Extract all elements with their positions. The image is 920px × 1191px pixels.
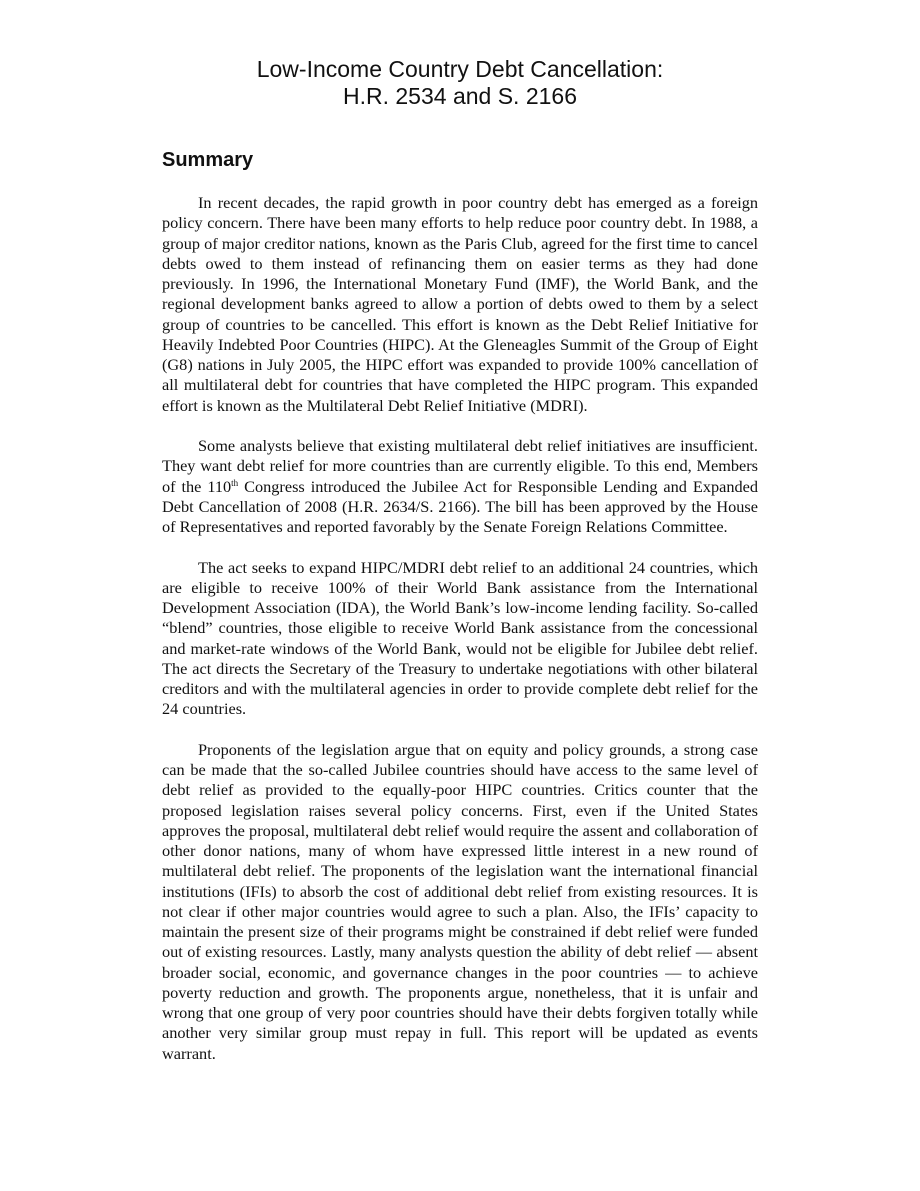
title-line-1: Low-Income Country Debt Cancellation:	[256, 56, 664, 82]
title-line-2: H.R. 2534 and S. 2166	[343, 83, 577, 109]
paragraph-2	[162, 436, 758, 537]
paragraph-1: In recent decades, the rapid growth in poor country debt has emerged as a foreign policy concern. There have been many efforts to help reduce poor country debt. In 1988, a group of major creditor nations, known as the Paris Club, agreed for the first time to cancel debts owed to them instead of refinancing them on easier terms as they had done previously. In 1996, the International Monetary Fund (IMF), the World Bank, and the regional development banks agreed to allow a portion of debts owed to them by a select group of countries to be cancelled. This effort is known as the Debt Relief Initiative for Heavily Indebted Poor Countries (HIPC). At the Gleneagles Summit of the Group of Eight (G8) nations in July 2005, the HIPC effort was expanded to provide 100% cancellation of all multilateral debt for countries that have completed the HIPC program. This expanded effort is known as the Multilateral Debt Relief Initiative (MDRI).	[162, 193, 758, 415]
document-title	[0, 56, 920, 110]
summary-body	[162, 193, 758, 1064]
paragraph-4: Proponents of the legislation argue that on equity and policy grounds, a strong case can be made that the so-called Jubilee countries should have access to the same level of debt relief as provided to the equally-poor HIPC countries. Critics counter that the proposed legislation raises several policy concerns. First, even if the United States approves the proposal, multilateral debt relief would require the assent and collaboration of other donor nations, many of whom have expressed little interest in a new round of multilateral debt relief. The proponents of the legislation want the international financial institutions (IFIs) to absorb the cost of additional debt relief from existing resources. It is not clear if other major countries would agree to such a plan. Also, the IFIs’ capacity to maintain the present size of their programs might be constrained if debt relief were funded out of existing resources. Lastly, many analysts question the ability of debt relief — absent broader social, economic, and governance changes in the poor countries — to achieve poverty reduction and growth. The proponents argue, nonetheless, that it is unfair and wrong that one group of very poor countries should have their debts forgiven totally while another very similar group must repay in full. This report will be updated as events warrant.	[162, 739, 758, 1063]
section-heading: Summary	[162, 149, 254, 171]
paragraph-3: The act seeks to expand HIPC/MDRI debt relief to an additional 24 countries, which are eligible to receive 100% of their World Bank assistance from the International Development Association (IDA), the World Bank’s low-income lending facility. So-called “blend” countries, those eligible to receive World Bank assistance from the concessional and market-rate windows of the World Bank, would not be eligible for Jubilee debt relief. The act directs the Secretary of the Treasury to undertake negotiations with other bilateral creditors and with the multilateral agencies in order to provide complete debt relief for the 24 countries.	[162, 557, 758, 719]
paragraph-2-text-b: Congress introduced the Jubilee Act for Responsible Lending and Expanded Debt Cancellation of 2008 (H.R. 2634/S. 2166). The bill has been approved by the House of Representatives and reported favorably by the Senate Foreign Relations Committee.	[162, 476, 758, 536]
ordinal-superscript: th	[231, 477, 239, 488]
paragraph-2-text-a: Some analysts believe that existing multilateral debt relief initiatives are insufficient. They want debt relief for more countries than are currently eligible. To this end, Members of the 110	[162, 436, 758, 496]
